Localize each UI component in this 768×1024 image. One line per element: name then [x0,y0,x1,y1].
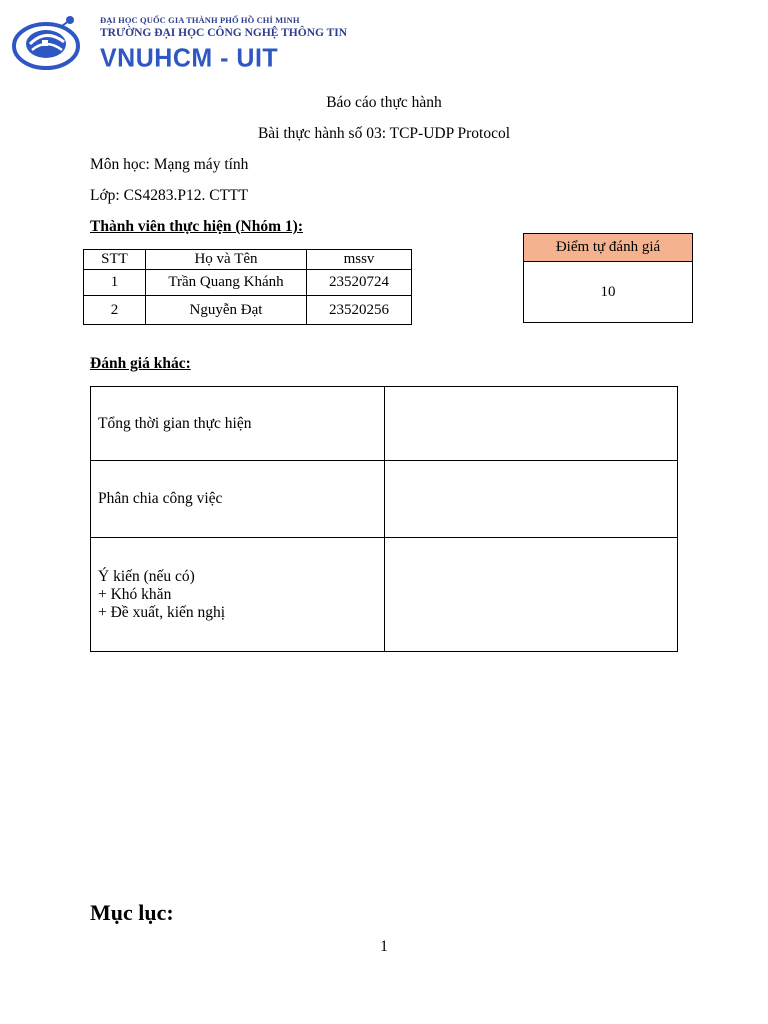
table-cell: 23520256 [307,296,412,325]
report-title: Báo cáo thực hành [326,94,442,111]
toc-heading: Mục lục: [90,900,174,925]
page-number: 1 [380,938,388,955]
table-cell: Trần Quang Khánh [146,270,307,296]
brand-name: VNUHCM - UIT [100,43,279,73]
header-cell: Họ và Tên [146,250,307,270]
table-row [91,538,678,652]
members-table [83,249,412,325]
table-cell: 23520724 [307,270,412,296]
eval-label: Ý kiến (nếu có) [98,567,195,585]
eval-sub-item: + Khó khăn [98,585,172,603]
eval-label: Tổng thời gian thực hiện [91,387,385,461]
self-score-table [523,233,693,323]
table-row [91,387,678,461]
table-cell: Nguyễn Đạt [146,296,307,325]
members-heading: Thành viên thực hiện (Nhóm 1): [90,218,303,235]
eval-label: Phân chia công việc [91,461,385,538]
header-cell: mssv [307,250,412,270]
self-score-label: Điểm tự đánh giá [524,234,693,262]
class-line: Lớp: CS4283.P12. CTTT [90,187,249,204]
eval-sub-item: + Đề xuất, kiến nghị [98,603,226,621]
table-cell: 1 [84,270,146,296]
self-score-value: 10 [524,262,693,323]
evaluation-table [90,386,678,652]
eval-label-multiline [91,538,385,652]
course-line: Môn học: Mạng máy tính [90,156,249,173]
table-row [91,461,678,538]
table-row [84,296,412,325]
other-eval-heading: Đánh giá khác: [90,355,191,372]
school-name: TRƯỜNG ĐẠI HỌC CÔNG NGHỆ THÔNG TIN [100,27,348,39]
university-name: ĐẠI HỌC QUỐC GIA THÀNH PHỐ HỒ CHÍ MINH [100,15,300,25]
uit-logo-icon [12,14,82,72]
eval-value [385,387,678,461]
table-row [84,270,412,296]
eval-value [385,538,678,652]
table-header-row [84,250,412,270]
header-cell: STT [84,250,146,270]
report-subtitle: Bài thực hành số 03: TCP-UDP Protocol [257,125,511,142]
table-cell: 2 [84,296,146,325]
eval-value [385,461,678,538]
